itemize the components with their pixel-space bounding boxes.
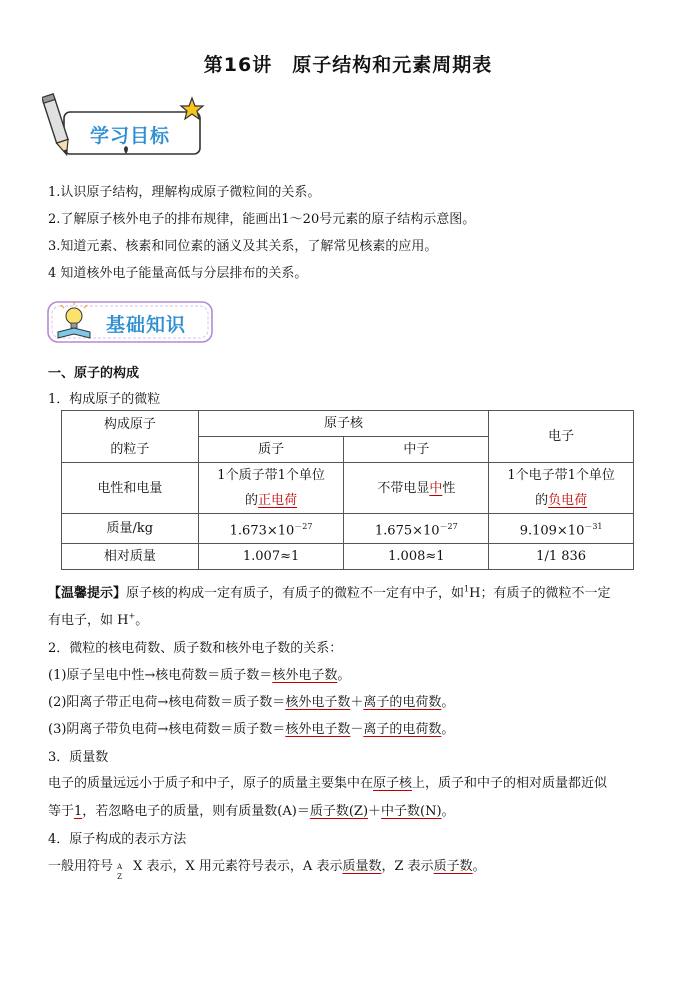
table-cell-neutron-charge: 不带电显中性 — [344, 463, 489, 514]
table-row-label-relative-mass: 相对质量 — [62, 544, 199, 570]
table-cell-proton-charge: 1个质子带1个单位 的正电荷 — [198, 463, 344, 514]
objective-3: 3.知道元素、核素和同位素的涵义及其关系，了解常见核素的应用。 — [48, 239, 438, 254]
tip-line-1: 【温馨提示】原子核的构成一定有质子，有质子的微粒不一定有中子，如$^1$H；有质子的微粒不一定 — [48, 584, 611, 601]
table-cell-proton-relative-mass: 1.007≈1 — [198, 544, 344, 570]
tip-label: 【温馨提示】 — [48, 586, 127, 601]
table-cell-proton-mass: $1.673\times 10^{-27}$ — [198, 514, 344, 544]
subsection-1: 1．构成原子的微粒 — [48, 392, 161, 407]
page-title: 第16讲 原子结构和元素周期表 — [203, 54, 493, 76]
answer-neutral: 中 — [429, 480, 443, 496]
atom-particle-table — [61, 410, 634, 570]
answer-negative-charge: 负电荷 — [548, 493, 588, 508]
table-header-electron: 电子 — [489, 411, 634, 463]
mass-line-2: 等于1，若忽略电子的质量，则有质量数(A)＝质子数(Z)＋中子数(N)。 — [48, 804, 455, 819]
objective-4: 4 知道核外电子能量高低与分层排布的关系。 — [48, 266, 308, 281]
table-cell-neutron-relative-mass: 1.008≈1 — [344, 544, 489, 570]
subsection-4: 4．原子构成的表示方法 — [48, 832, 187, 847]
table-row-label-mass: 质量/kg — [62, 514, 199, 544]
answer-positive-charge: 正电荷 — [258, 493, 298, 508]
representation-line: 一般用符号 A Z X 表示，X 用元素符号表示，A 表示质量数，Z 表示质子数。 — [48, 859, 486, 881]
table-cell-electron-charge: 1个电子带1个单位 的负电荷 — [489, 463, 634, 514]
subsection-3: 3．质量数 — [48, 750, 109, 765]
table-header-neutron: 中子 — [344, 437, 489, 463]
banner-basic-knowledge — [44, 296, 216, 350]
table-header-proton: 质子 — [198, 437, 344, 463]
objective-2: 2.了解原子核外电子的排布规律，能画出1～20号元素的原子结构示意图。 — [48, 212, 476, 227]
banner-basic-knowledge-label: 基础知识 — [106, 314, 187, 336]
table-cell-electron-relative-mass: 1/1 836 — [489, 544, 634, 570]
banner-learning-objectives — [42, 92, 212, 164]
answer-electron-count: 核外电子数 — [272, 668, 338, 683]
mass-line-1: 电子的质量远远小于质子和中子，原子的质量主要集中在原子核上，质子和中子的相对质量都近似 — [48, 776, 608, 791]
subsection-2: 2．微粒的核电荷数、质子数和核外电子数的关系： — [48, 641, 343, 656]
relation-1: (1)原子呈电中性→核电荷数＝质子数＝核外电子数。 — [48, 668, 351, 683]
banner-learning-objectives-label: 学习目标 — [90, 125, 171, 147]
table-cell-electron-mass: $9.109\times 10^{-31}$ — [489, 514, 634, 544]
relation-2: (2)阳离子带正电荷→核电荷数＝质子数＝核外电子数＋离子的电荷数。 — [48, 695, 455, 710]
tip-line-2: 有电子，如 H+。 — [48, 611, 149, 628]
table-header-particle: 构成原子 的粒子 — [62, 411, 199, 463]
section-heading-atom-composition: 一、原子的构成 — [48, 366, 140, 381]
table-cell-neutron-mass: $1.675\times 10^{-27}$ — [344, 514, 489, 544]
objective-1: 1.认识原子结构，理解构成原子微粒间的关系。 — [48, 185, 321, 200]
relation-3: (3)阴离子带负电荷→核电荷数＝质子数＝核外电子数－离子的电荷数。 — [48, 722, 455, 737]
table-header-nucleus: 原子核 — [198, 411, 489, 437]
table-row-label-charge: 电性和电量 — [62, 463, 199, 514]
